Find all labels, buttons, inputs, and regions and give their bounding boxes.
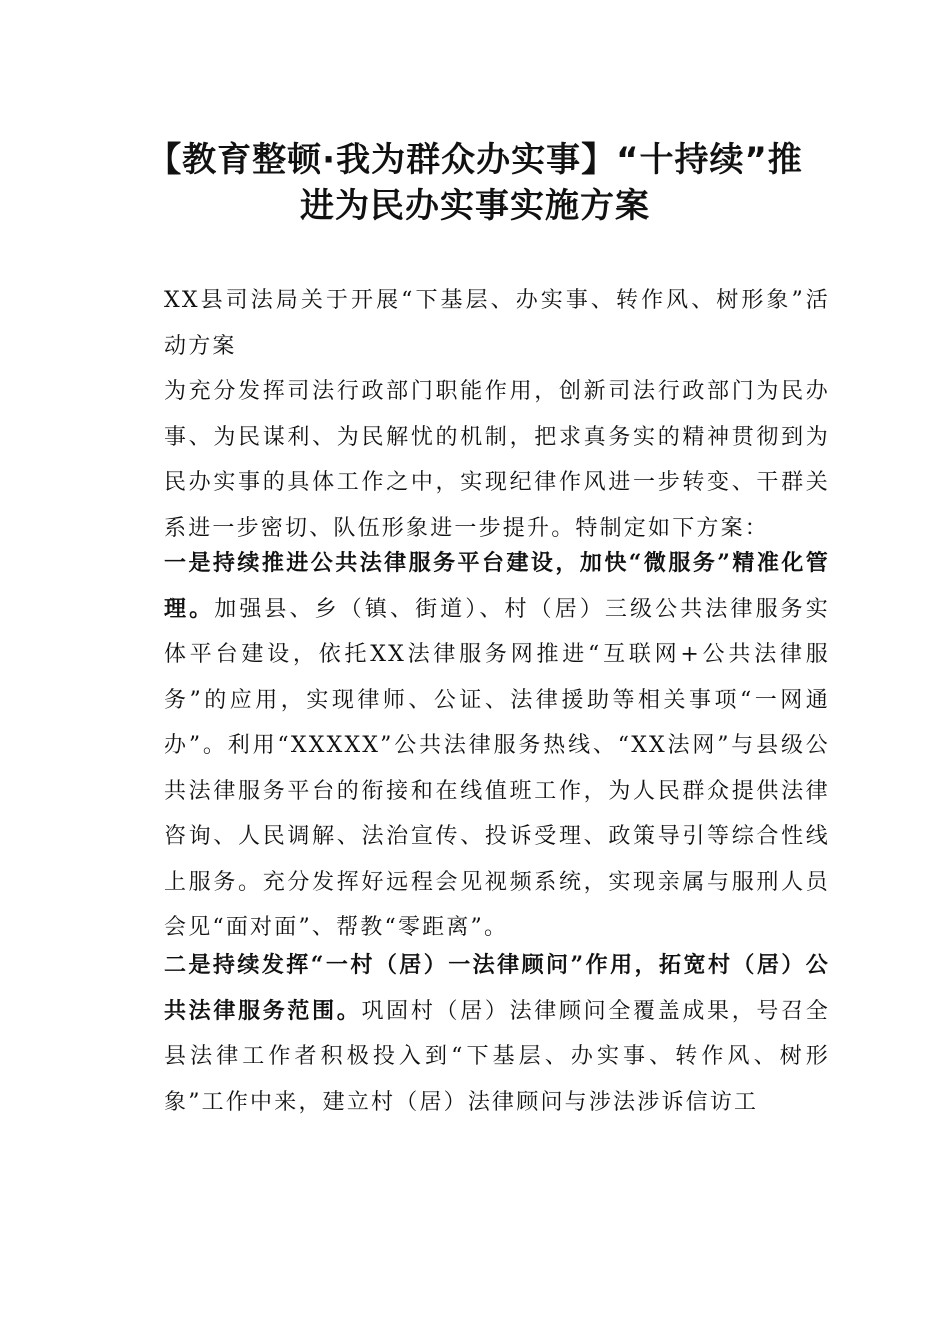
paragraph-lead: 一是持续推进公共法律服务平台建设，加快“微服务”精准化管理。 bbox=[164, 550, 830, 622]
paragraph-text: XX县司法局关于开展“下基层、办实事、转作风、树形象”活动方案 bbox=[164, 288, 830, 359]
paragraph-lead: 二是持续发挥“一村（居）一法律顾问”作用，拓宽村（居）公共法律服务范围。 bbox=[164, 952, 830, 1024]
paragraph-intro bbox=[120, 369, 830, 551]
paragraph-text: 为充分发挥司法行政部门职能作用，创新司法行政部门为民办事、为民谋利、为民解忧的机制，把求真务实的精神贯彻到为民办实事的具体工作之中，实现纪律作风进一步转变、干群关系进一步密切、队伍形象进一步提升。特制定如下方案： bbox=[164, 379, 830, 541]
paragraph-text: 加强县、乡（镇、街道）、村（居）三级公共法律服务实体平台建设，依托XX法律服务网推进“互联网+公共法律服务”的应用，实现律师、公证、法律援助等相关事项“一网通办”。利用“XXXXX”公共法律服务热线、“XX法网”与县级公共法律服务平台的衔接和在线值班工作，为人民群众提供法律咨询、人民调解、法治宣传、投诉受理、政策导引等综合性线上服务。充分发挥好远程会见视频系统，实现亲属与服刑人员会见“面对面”、帮教“零距离”。 bbox=[164, 596, 830, 940]
paragraph-subtitle bbox=[120, 278, 830, 369]
document-title-line-2: 进为民办实事实施方案 bbox=[300, 186, 650, 226]
document-title-line-1: 【教育整顿·我为群众办实事】“十持续”推 bbox=[147, 140, 803, 180]
paragraph-item-1 bbox=[120, 541, 830, 951]
paragraph-text: 巩固村（居）法律顾问全覆盖成果，号召全县法律工作者积极投入到“下基层、办实事、转作风、树形象”工作中来，建立村（居）法律顾问与涉法涉诉信访工 bbox=[164, 998, 830, 1115]
paragraph-item-2 bbox=[120, 943, 830, 1125]
